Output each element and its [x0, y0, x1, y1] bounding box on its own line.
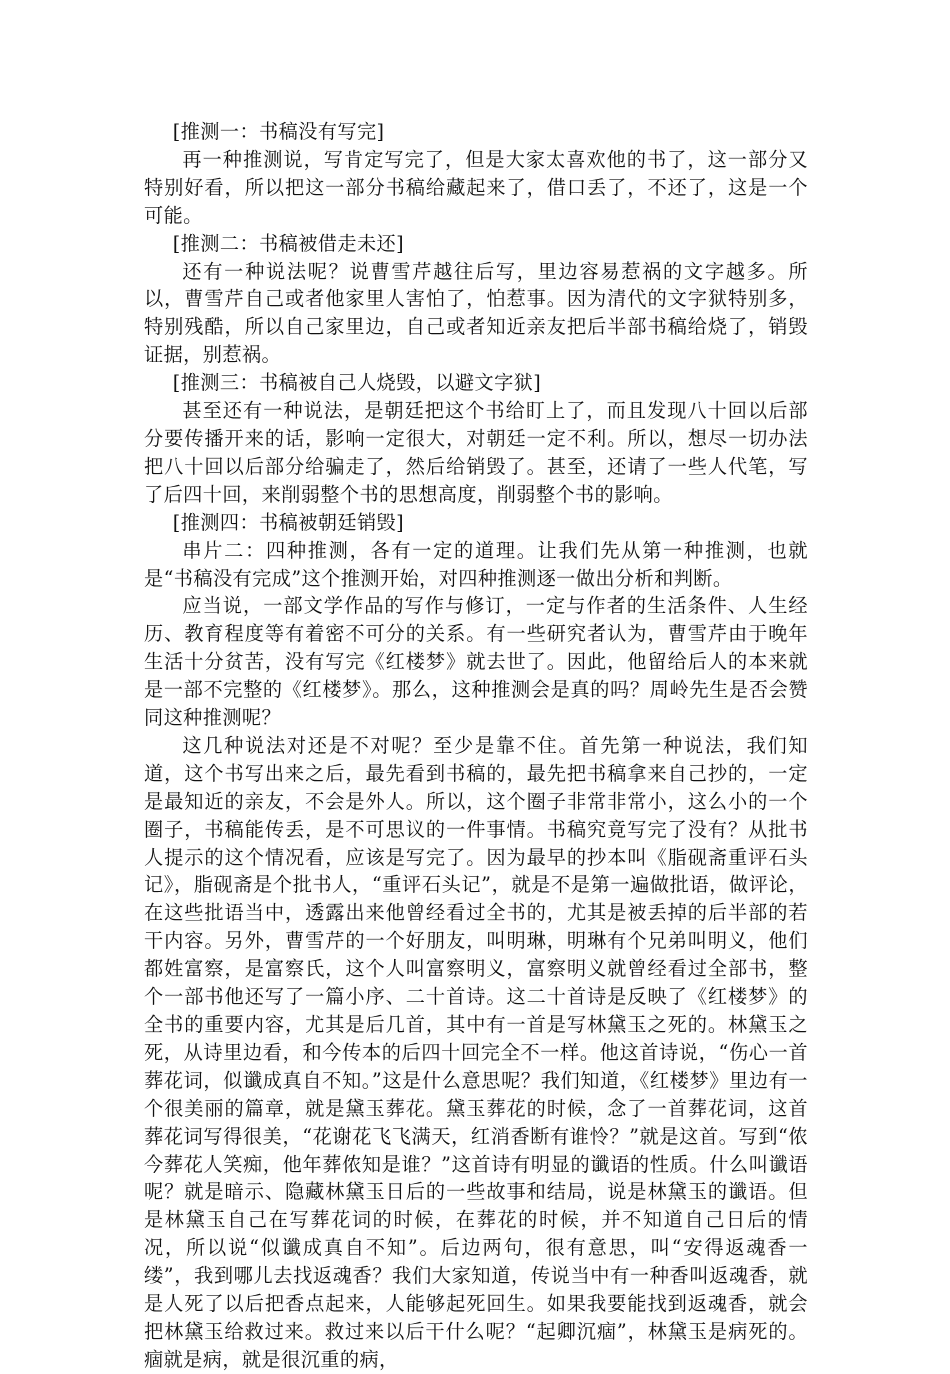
section-label-guess-2: [推测二：书稿被借走未还] [172, 231, 405, 255]
paragraph-transition: 串片二：四种推测，各有一定的道理。让我们先从第一种推测，也就是“书稿没有完成”这个推测开始，对四种推测逐一做出分析和判断。 [144, 538, 808, 590]
paragraph-analysis: 这几种说法对还是不对呢？至少是靠不住。首先第一种说法，我们知道，这个书写出来之后，最先看到书稿的，最先把书稿拿来自己抄的，一定是最知近的亲友，不会是外人。所以，这个圈子非常非常小，这么小的一个圈子，书稿能传丢，是不可思议的一件事情。书稿究竟写完了没有？从批书人提示的这个情况看，应该是写完了。因为最早的抄本叫《脂砚斋重评石头记》，脂砚斋是个批书人，“重评石头记”，就是不是第一遍做批语，做评论，在这些批语当中，透露出来他曾经看过全书的，尤其是被丢掉的后半部的若干内容。另外，曹雪芹的一个好朋友，叫明琳，明琳有个兄弟叫明义，他们都姓富察，是富察氏，这个人叫富察明义，富察明义就曾经看过全部书，整个一部书他还写了一篇小序、二十首诗。这二十首诗是反映了《红楼梦》的全书的重要内容，尤其是后几首，其中有一首是写林黛玉之死的。林黛玉之死，从诗里边看，和今传本的后四十回完全不一样。他这首诗说，“伤心一首葬花词，似谶成真自不知。”这是什么意思呢？我们知道，《红楼梦》里边有一个很美丽的篇章，就是黛玉葬花。黛玉葬花的时候，念了一首葬花词，这首葬花词写得很美，“花谢花飞飞满天，红消香断有谁怜？”就是这首。写到“侬今葬花人笑痴，他年葬侬知是谁？”这首诗有明显的谶语的性质。什么叫谶语呢？就是暗示、隐藏林黛玉日后的一些故事和结局，说是林黛玉的谶语。但是林黛玉自己在写葬花词的时候，在葬花的时候，并不知道自己日后的情况，所以说“似谶成真自不知”。后边两句，很有意思，叫“安得返魂香一缕”，我到哪儿去找返魂香？我们大家知道，传说当中有一种香叫返魂香，就是人死了以后把香点起来，人能够起死回生。如果我要能找到返魂香，就会把林黛玉给救过来。救过来以后干什么呢？“起卿沉痼”，林黛玉是病死的。痼就是病，就是很沉重的病， [144, 733, 808, 1371]
section-label-guess-1: [推测一：书稿没有写完] [172, 120, 385, 143]
paragraph-guess-3-intro: 还有一种说法呢？说曹雪芹越往后写，里边容易惹祸的文字越多。所以，曹雪芹自己或者他家里人害怕了，怕惹事。因为清代的文字狱特别多，特别残酷，所以自己家里边，自己或者知近亲友把后半部书稿给烧了，销毁证据，别惹祸。 [144, 259, 808, 367]
document-page [144, 118, 808, 1374]
paragraph-background: 应当说，一部文学作品的写作与修订，一定与作者的生活条件、人生经历、教育程度等有着密不可分的关系。有一些研究者认为，曹雪芹由于晚年生活十分贫苦，没有写完《红楼梦》就去世了。因此，他留给后人的本来就是一部不完整的《红楼梦》。那么，这种推测会是真的吗？周岭先生是否会赞同这种推测呢？ [144, 594, 808, 730]
section-label-guess-4: [推测四：书稿被朝廷销毁] [172, 510, 405, 534]
paragraph-guess-2-intro: 再一种推测说，写肯定写完了，但是大家太喜欢他的书了，这一部分又特别好看，所以把这一部分书稿给藏起来了，借口丢了，不还了，这是一个可能。 [144, 147, 808, 227]
section-label-guess-3: [推测三：书稿被自己人烧毁，以避文字狱] [172, 371, 542, 395]
paragraph-guess-4-intro: 甚至还有一种说法，是朝廷把这个书给盯上了，而且发现八十回以后部分要传播开来的话，影响一定很大，对朝廷一定不利。所以，想尽一切办法把八十回以后部分给骗走了，然后给销毁了。甚至，还请了一些人代笔，写了后四十回，来削弱整个书的思想高度，削弱整个书的影响。 [144, 399, 808, 506]
